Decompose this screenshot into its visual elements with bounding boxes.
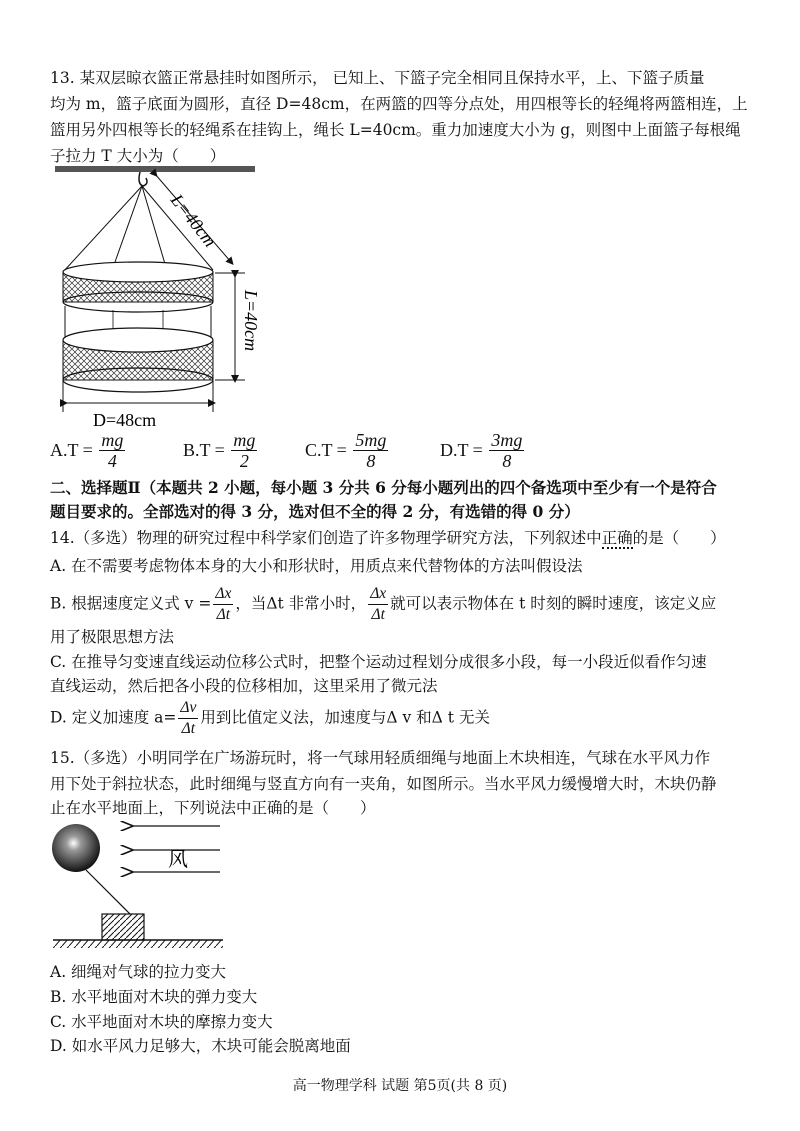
- q15-option-a: A. 细绳对气球的拉力变大: [50, 963, 227, 981]
- q14-b-frac1-num: Δx: [213, 584, 233, 605]
- q13-line-3: 篮用另外四根等长的轻绳系在挂钩上，绳长 L=40cm。重力加速度大小为 g，则图中上面篮子每根绳: [50, 121, 741, 139]
- wooden-block: [102, 914, 144, 940]
- q14-b-frac2-den: Δt: [371, 606, 385, 623]
- q15-balloon-figure: [48, 818, 248, 958]
- section2-line-2: 题目要求的。全部选对的得 3 分，选对但不全的得 2 分，有选错的得 0 分）: [50, 502, 580, 521]
- option-a-num: mg: [101, 430, 124, 450]
- q13-option-a: [50, 430, 127, 471]
- q13-line-2: 均为 m，篮子底面为圆形，直径 D=48cm，在两篮的四等分点处，用四根等长的轻绳将两篮相连，上: [50, 95, 748, 113]
- ceiling-bar: [55, 166, 255, 172]
- q14-d-den: Δt: [181, 720, 196, 737]
- q14-option-a: A. 在不需要考虑物体本身的大小和形状时，用质点来代替物体的方法叫假设法: [50, 557, 583, 575]
- balloon: [52, 824, 100, 872]
- q14-option-d: [50, 698, 490, 739]
- q13-basket-figure: [45, 160, 275, 430]
- q14-option-c-line-2: 直线运动，然后把各小段的位移相加，这里采用了微元法: [50, 677, 438, 695]
- option-c-label: C.T =: [305, 440, 347, 460]
- q13-option-b: [183, 430, 259, 471]
- wind-label: 风: [168, 849, 188, 871]
- option-b-label: B.T =: [183, 440, 225, 460]
- q14-d-post: 用到比值定义法，加速度与Δ v 和Δ t 无关: [200, 708, 490, 727]
- q14-b-frac2-num: Δx: [368, 584, 388, 605]
- q14-stem-a: 14.（多选）物理的研究过程中科学家们创造了许多物理学研究方法，下列叙述中: [50, 529, 602, 547]
- q13-line-1: 13. 某双层晾衣篮正常悬挂时如图所示， 已知上、下篮子完全相同且保持水平，上、下篮子质量: [50, 69, 705, 87]
- bottom-basket-rim: [63, 328, 213, 352]
- q15-line-2: 用下处于斜拉状态，此时细绳与竖直方向有一夹角，如图所示。当水平风力缓慢增大时，木块仍静: [50, 775, 717, 793]
- q15-option-c: C. 水平地面对木块的摩擦力变大: [50, 1013, 273, 1031]
- option-a-label: A.T =: [50, 440, 93, 460]
- option-b-num: mg: [233, 430, 256, 450]
- option-b-den: 2: [239, 451, 249, 471]
- q15-option-d: D. 如水平风力足够大，木块可能会脱离地面: [50, 1037, 351, 1055]
- section2-line-1: 二、选择题Ⅱ（本题共 2 小题，每小题 3 分共 6 分每小题列出的四个备选项中至少有一个是符合: [50, 478, 717, 497]
- q14-option-c-line-1: C. 在推导匀变速直线运动位移公式时，把整个运动过程划分成很多小段，每一小段近似看作匀速: [50, 653, 707, 671]
- label-top-rope: L=40cm: [166, 190, 221, 251]
- q14-b-frac-2: [368, 584, 388, 625]
- q13-line-4: 子拉力 T 大小为（ ）: [50, 147, 226, 165]
- q15-option-b: B. 水平地面对木块的弹力变大: [50, 988, 258, 1006]
- q14-d-num: Δv: [178, 698, 198, 719]
- q14-stem-b: 的是（ ）: [632, 529, 726, 547]
- label-side-length: L=40cm: [241, 290, 261, 352]
- q14-b-frac1-den: Δt: [216, 606, 231, 623]
- hook: [139, 172, 147, 186]
- label-diameter: D=48cm: [93, 410, 157, 430]
- q14-d-pre: D. 定义加速度 a=: [50, 708, 177, 727]
- option-d-label: D.T =: [440, 440, 483, 460]
- q14-b-pre: B. 根据速度定义式 v =: [50, 594, 212, 613]
- page-footer: 高一物理学科 试题 第5页(共 8 页): [292, 1078, 508, 1094]
- string: [86, 870, 130, 914]
- option-c-num: 5mg: [355, 430, 387, 450]
- top-basket-rim: [63, 262, 213, 282]
- option-c-den: 8: [366, 451, 376, 471]
- option-d-num: 3mg: [491, 430, 523, 450]
- q14-b-mid: ，当Δt 非常小时，: [235, 594, 367, 613]
- q14-d-frac: [178, 698, 198, 739]
- q14-option-b: [50, 584, 716, 625]
- option-d-den: 8: [502, 451, 512, 471]
- option-a-den: 4: [107, 451, 117, 471]
- q14-b-post: 就可以表示物体在 t 时刻的瞬时速度，该定义应: [390, 594, 717, 613]
- q14-stem-emphasis: 正确: [601, 529, 633, 547]
- q14-stem: [50, 528, 726, 548]
- q15-line-1: 15.（多选）小明同学在广场游玩时，将一气球用轻质细绳与地面上木块相连，气球在水平风力作: [50, 749, 711, 767]
- q14-option-b-line-2: 用了极限思想方法: [50, 628, 175, 646]
- q15-line-3: 止在水平地面上，下列说法中正确的是（ ）: [50, 799, 376, 817]
- q14-b-frac-1: [213, 584, 233, 625]
- q13-option-d: [440, 430, 526, 471]
- q13-option-c: [305, 430, 390, 471]
